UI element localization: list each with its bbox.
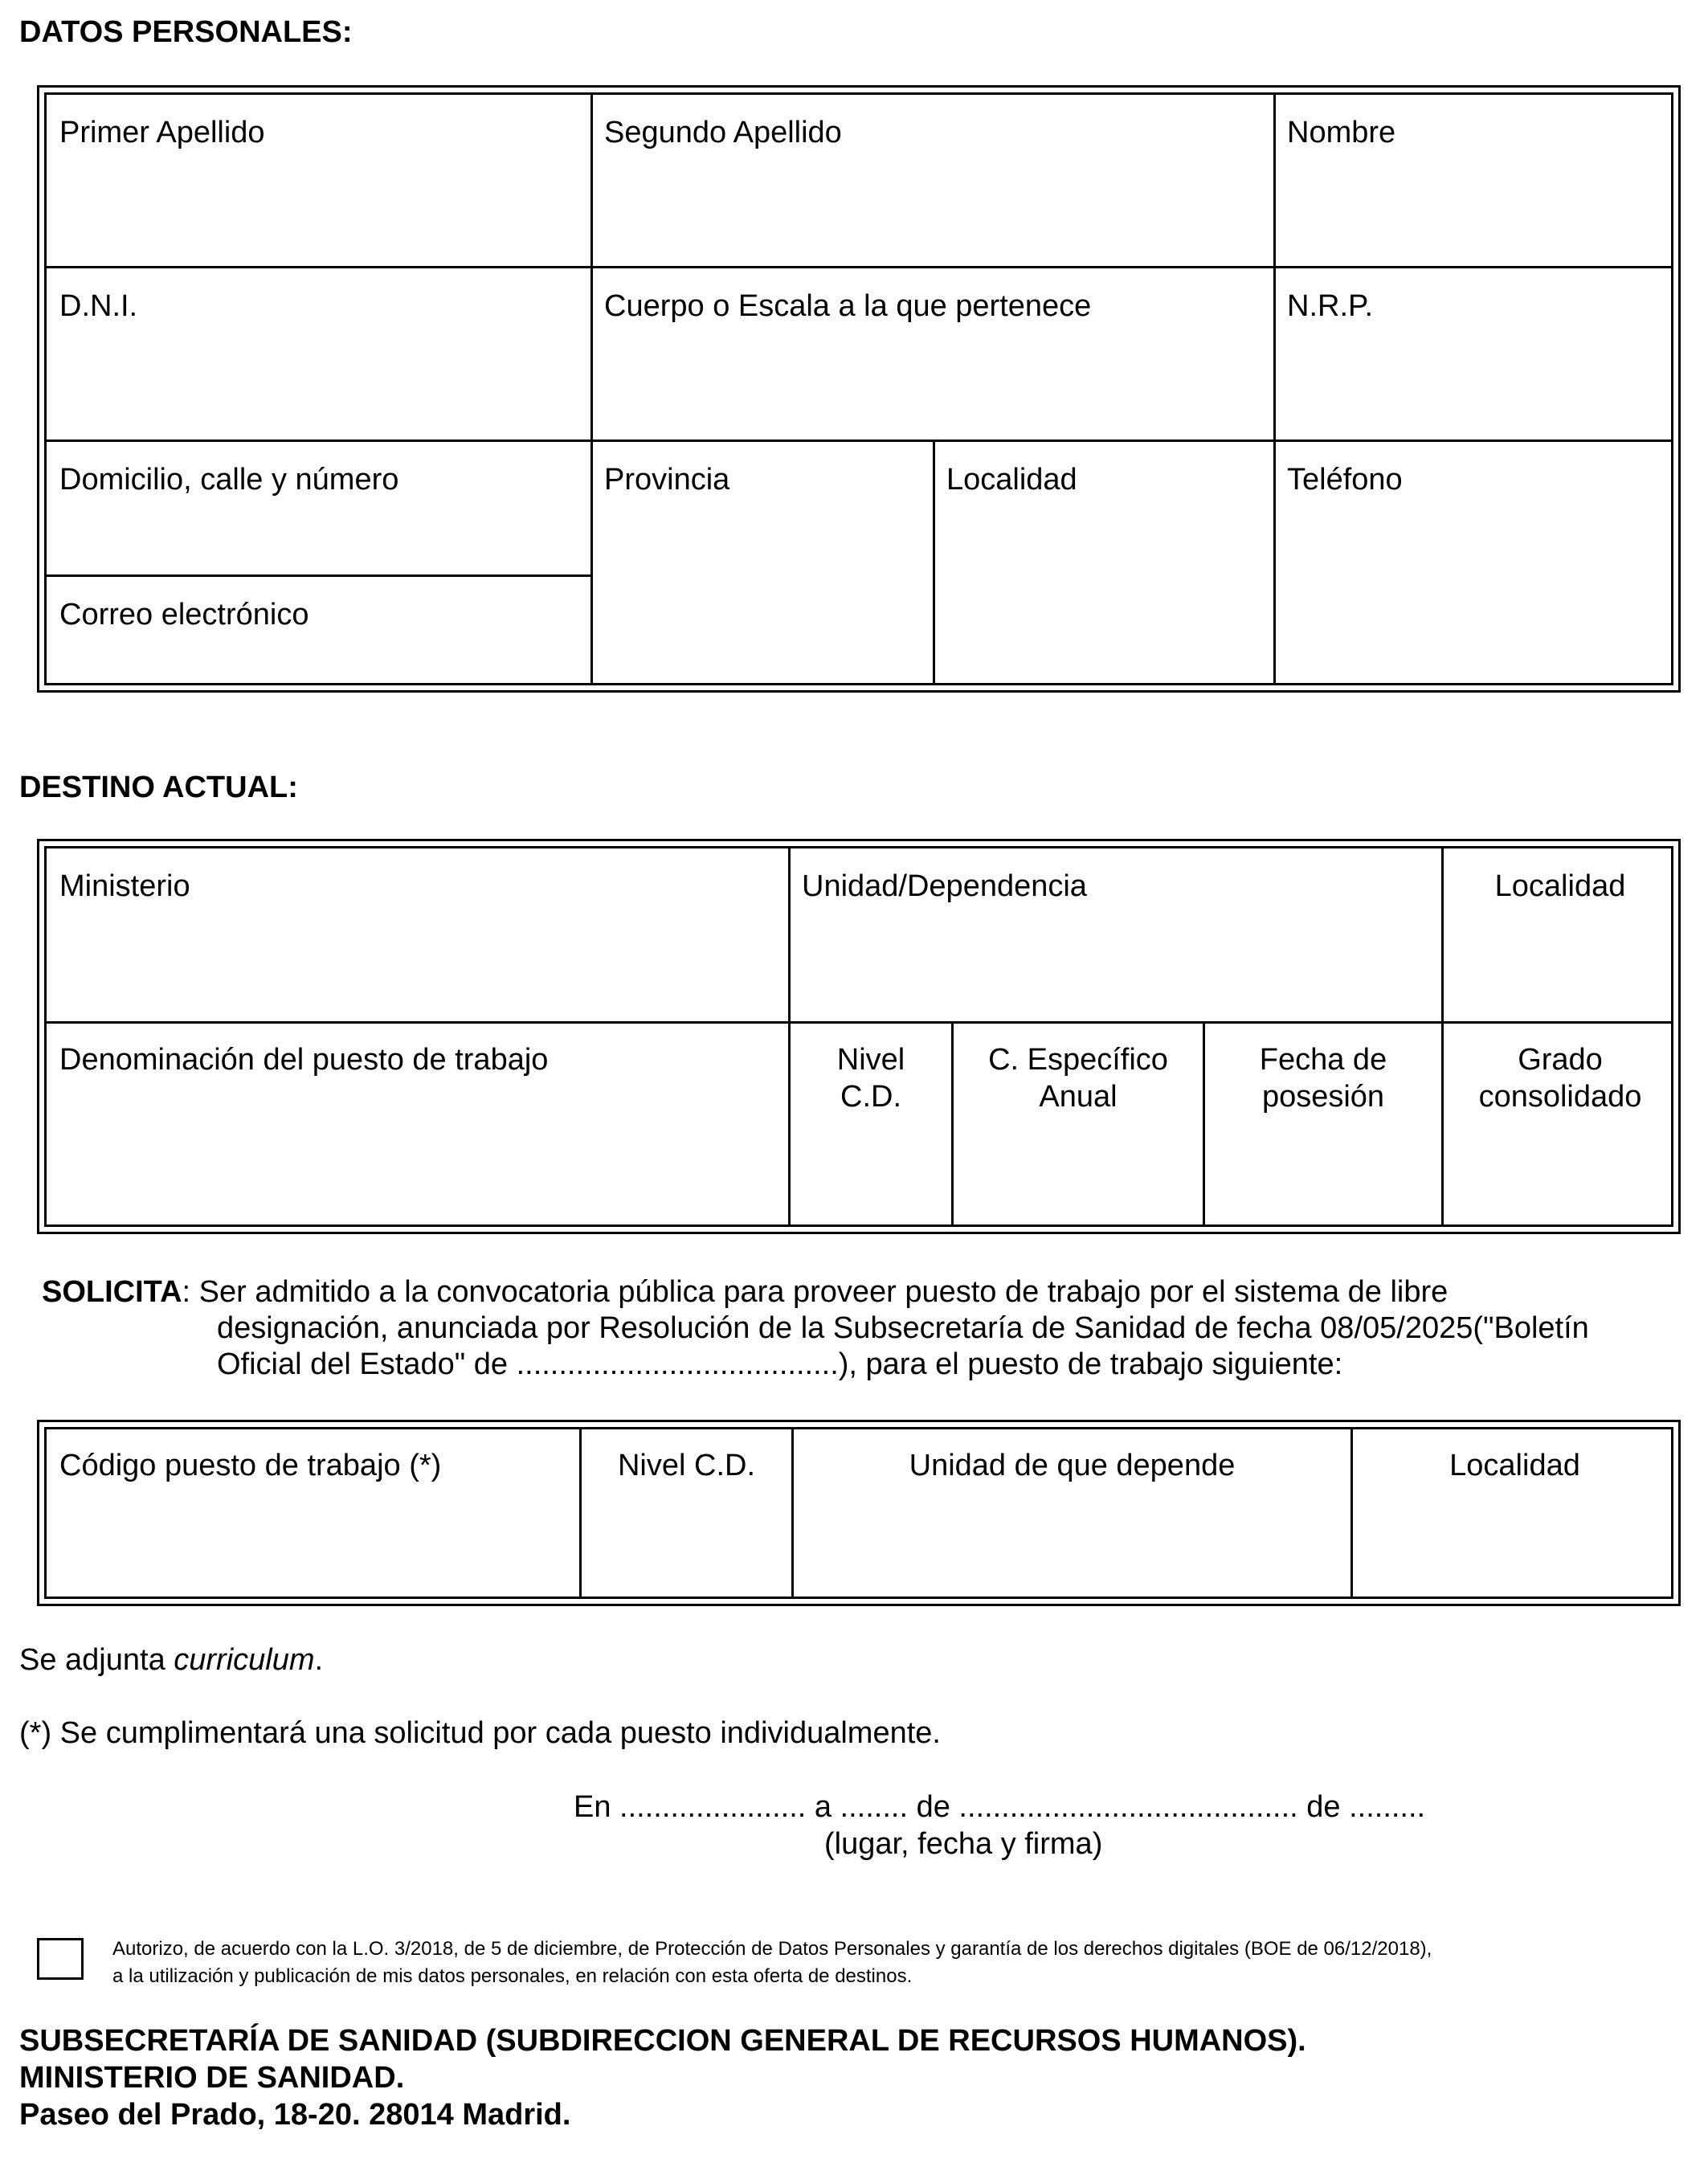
row-divider bbox=[47, 266, 1671, 268]
destino-actual-table bbox=[37, 839, 1681, 1234]
adjunta-prefix: Se adjunta bbox=[19, 1643, 174, 1677]
autorizo-text-2: a la utilización y publicación de mis datos personales, en relación con esta oferta de destinos. bbox=[112, 1965, 913, 1987]
personal-data-table-inner bbox=[44, 92, 1673, 685]
solicita-label: SOLICITA bbox=[42, 1275, 182, 1309]
col-divider bbox=[788, 848, 791, 1225]
solicita-line-1 bbox=[42, 1274, 1448, 1310]
autorizo-checkbox[interactable] bbox=[37, 1938, 84, 1980]
localidad-field[interactable]: Localidad bbox=[946, 463, 1077, 497]
autorizo-text-1: Autorizo, de acuerdo con la L.O. 3/2018, de 5 de diciembre, de Protección de Datos Personales y garantía de los derechos digitales (BOE de 06/12/2018), bbox=[112, 1938, 1432, 1960]
codigo-puesto-field[interactable]: Código puesto de trabajo (*) bbox=[59, 1449, 442, 1482]
row-divider bbox=[47, 574, 590, 577]
especifico-label-2: Anual bbox=[1039, 1080, 1118, 1114]
firma-caption: (lugar, fecha y firma) bbox=[824, 1827, 1103, 1861]
nivel-cd-label-2: C.D. bbox=[840, 1080, 901, 1114]
personal-data-table bbox=[37, 85, 1681, 693]
primer-apellido-field[interactable]: Primer Apellido bbox=[59, 116, 265, 149]
especifico-anual-field[interactable] bbox=[954, 1041, 1203, 1115]
nivel-cd-field[interactable] bbox=[791, 1041, 951, 1115]
col-divider bbox=[590, 95, 593, 683]
row-divider bbox=[47, 1021, 1671, 1024]
col-divider bbox=[1441, 848, 1444, 1225]
footer-line-1: SUBSECRETARÍA DE SANIDAD (SUBDIRECCION GENERAL DE RECURSOS HUMANOS). bbox=[19, 2024, 1306, 2058]
dni-field[interactable]: D.N.I. bbox=[59, 289, 138, 323]
puesto-solicitado-table bbox=[37, 1420, 1681, 1606]
fecha-posesion-field[interactable] bbox=[1205, 1041, 1441, 1115]
col-divider bbox=[933, 440, 935, 683]
nivel-cd-label-1: Nivel bbox=[836, 1043, 905, 1077]
segundo-apellido-field[interactable]: Segundo Apellido bbox=[604, 116, 842, 149]
solicita-line-3: Oficial del Estado" de ......................................), para el puesto de trabajo siguiente: bbox=[217, 1347, 1343, 1381]
grado-consolidado-field[interactable] bbox=[1444, 1041, 1677, 1115]
section-title-destino-actual: DESTINO ACTUAL: bbox=[19, 771, 298, 804]
cuerpo-escala-field[interactable]: Cuerpo o Escala a la que pertenece bbox=[604, 289, 1092, 323]
ministerio-field[interactable]: Ministerio bbox=[59, 869, 190, 903]
fecha-label-2: posesión bbox=[1261, 1080, 1385, 1114]
puesto-solicitado-table-inner bbox=[44, 1427, 1673, 1599]
adjunta-italic: curriculum bbox=[174, 1643, 315, 1677]
grado-label-2: consolidado bbox=[1478, 1080, 1642, 1114]
row-divider bbox=[47, 440, 1671, 442]
nota-asterisco: (*) Se cumplimentará una solicitud por cada puesto individualmente. bbox=[19, 1716, 941, 1750]
provincia-field[interactable]: Provincia bbox=[604, 463, 730, 497]
fecha-label-1: Fecha de bbox=[1259, 1043, 1387, 1077]
localidad-destino-field[interactable]: Localidad bbox=[1494, 869, 1626, 903]
unidad-dependencia-field[interactable]: Unidad/Dependencia bbox=[802, 869, 1087, 903]
unidad-depende-field[interactable]: Unidad de que depende bbox=[909, 1449, 1236, 1482]
firma-line[interactable]: En ...................... a ........ de ........................................ de ......... bbox=[574, 1790, 1426, 1824]
localidad-puesto-field[interactable]: Localidad bbox=[1449, 1449, 1580, 1482]
domicilio-field[interactable]: Domicilio, calle y número bbox=[59, 463, 399, 497]
footer-line-2: MINISTERIO DE SANIDAD. bbox=[19, 2061, 405, 2095]
telefono-field[interactable]: Teléfono bbox=[1287, 463, 1403, 497]
adjunta-curriculum bbox=[19, 1642, 323, 1678]
section-title-datos-personales: DATOS PERSONALES: bbox=[19, 15, 353, 49]
nrp-field[interactable]: N.R.P. bbox=[1287, 289, 1374, 323]
correo-field[interactable]: Correo electrónico bbox=[59, 598, 309, 632]
col-divider bbox=[1273, 95, 1276, 683]
denominacion-puesto-field[interactable]: Denominación del puesto de trabajo bbox=[59, 1043, 549, 1077]
destino-actual-table-inner bbox=[44, 846, 1673, 1227]
adjunta-suffix: . bbox=[314, 1643, 324, 1677]
grado-label-1: Grado bbox=[1518, 1043, 1603, 1077]
especifico-label-1: C. Específico bbox=[988, 1043, 1168, 1077]
footer-line-3: Paseo del Prado, 18-20. 28014 Madrid. bbox=[19, 2098, 571, 2132]
solicita-text-1: : Ser admitido a la convocatoria pública para proveer puesto de trabajo por el sistema de libre bbox=[182, 1275, 1449, 1309]
nombre-field[interactable]: Nombre bbox=[1287, 116, 1396, 149]
solicita-line-2: designación, anunciada por Resolución de la Subsecretaría de Sanidad de fecha 08/05/2025("Boletín bbox=[217, 1311, 1589, 1345]
nivel-cd-puesto-field[interactable]: Nivel C.D. bbox=[617, 1449, 756, 1482]
